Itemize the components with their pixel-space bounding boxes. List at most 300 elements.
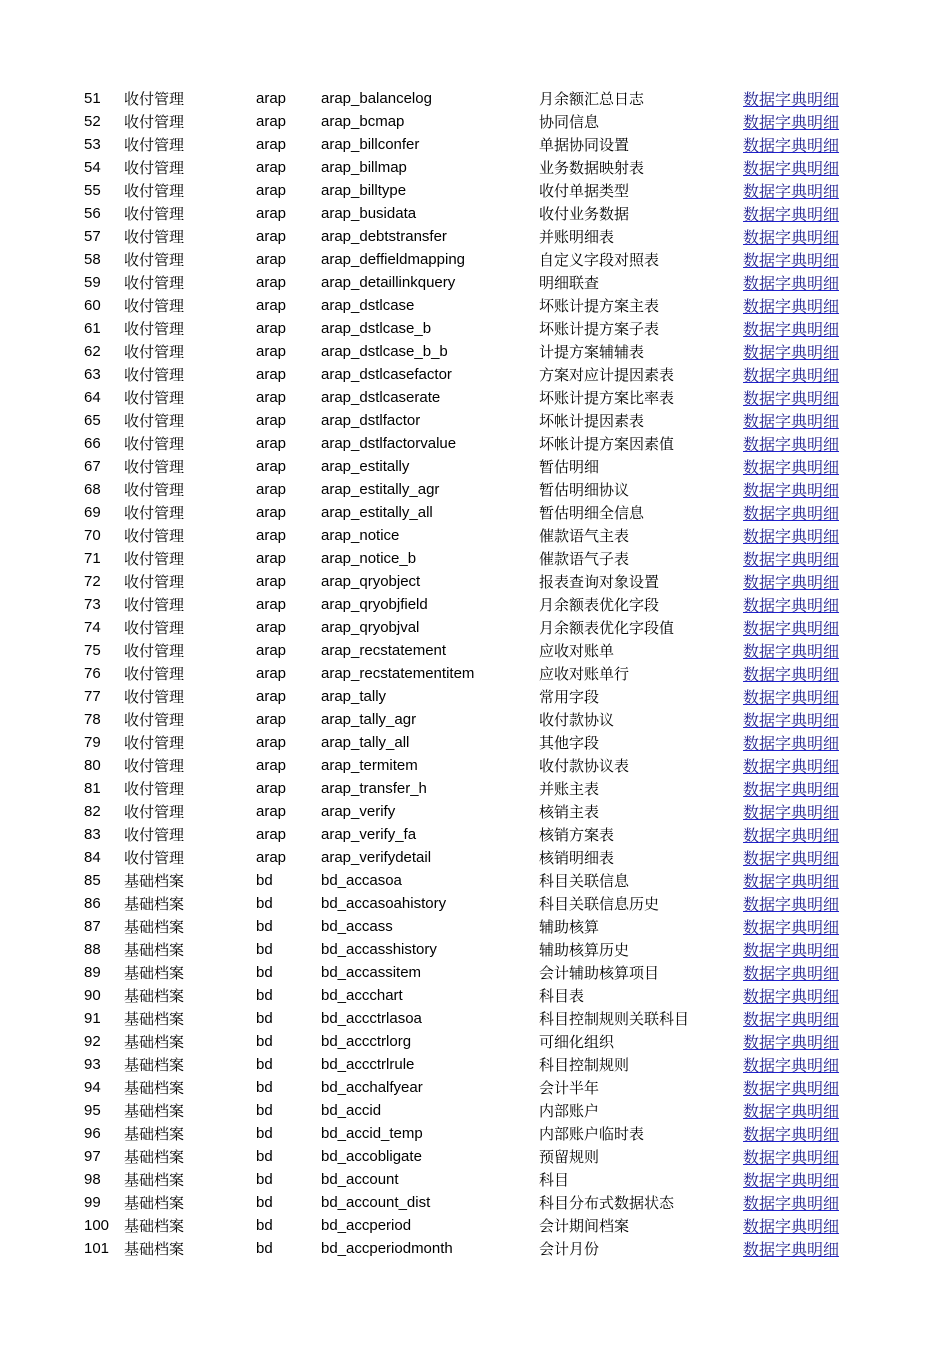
module-name: 收付管理	[124, 849, 185, 867]
detail-link-cell	[741, 524, 854, 547]
module-name: 收付管理	[124, 205, 185, 223]
row-number: 78	[84, 711, 101, 728]
table-row	[84, 1053, 854, 1076]
module-code: arap	[256, 274, 287, 291]
table-description: 催款语气子表	[539, 550, 630, 568]
table-name: arap_busidata	[321, 205, 417, 222]
table-description: 核销明细表	[539, 849, 615, 867]
row-number: 74	[84, 619, 101, 636]
data-dictionary-detail-link[interactable]: 数据字典明细	[743, 458, 840, 477]
module-name: 基础档案	[124, 1240, 185, 1258]
module-name: 收付管理	[124, 274, 185, 292]
module-name: 收付管理	[124, 435, 185, 453]
table-description: 坏帐计提因素表	[539, 412, 645, 430]
data-dictionary-detail-link[interactable]: 数据字典明细	[743, 941, 840, 960]
module-name: 基础档案	[124, 1010, 185, 1028]
row-number: 93	[84, 1056, 101, 1073]
table-description: 收付款协议表	[539, 757, 630, 775]
module-name: 收付管理	[124, 320, 185, 338]
table-row	[84, 156, 854, 179]
table-name: bd_accid_temp	[321, 1125, 423, 1142]
table-description: 坏账计提方案主表	[539, 297, 660, 315]
row-number: 75	[84, 642, 101, 659]
detail-link-cell	[741, 202, 854, 225]
data-dictionary-detail-link[interactable]: 数据字典明细	[743, 711, 840, 730]
detail-link-cell	[741, 639, 854, 662]
row-number: 77	[84, 688, 101, 705]
table-row	[84, 616, 854, 639]
table-name: arap_termitem	[321, 757, 418, 774]
detail-link-cell	[741, 708, 854, 731]
data-dictionary-detail-link[interactable]: 数据字典明细	[743, 872, 840, 891]
row-number: 81	[84, 780, 101, 797]
table-description: 月余额表优化字段	[539, 596, 660, 614]
data-dictionary-detail-link[interactable]: 数据字典明细	[743, 1033, 840, 1052]
data-dictionary-detail-link[interactable]: 数据字典明细	[743, 826, 840, 845]
table-row	[84, 1214, 854, 1237]
data-dictionary-detail-link[interactable]: 数据字典明细	[743, 1079, 840, 1098]
table-description: 月余额汇总日志	[539, 90, 645, 108]
detail-link-cell	[741, 984, 854, 1007]
row-number: 91	[84, 1010, 101, 1027]
table-description: 暂估明细全信息	[539, 504, 645, 522]
table-row	[84, 662, 854, 685]
table-row	[84, 1145, 854, 1168]
detail-link-cell	[741, 248, 854, 271]
table-row	[84, 1030, 854, 1053]
table-description: 辅助核算	[539, 918, 600, 936]
module-name: 收付管理	[124, 136, 185, 154]
table-name: bd_accassitem	[321, 964, 422, 981]
detail-link-cell	[741, 133, 854, 156]
module-code: arap	[256, 389, 287, 406]
row-number: 94	[84, 1079, 101, 1096]
detail-link-cell	[741, 1053, 854, 1076]
data-dictionary-detail-link[interactable]: 数据字典明细	[743, 113, 840, 132]
table-row	[84, 409, 854, 432]
data-dictionary-detail-link[interactable]: 数据字典明细	[743, 251, 840, 270]
data-dictionary-detail-link[interactable]: 数据字典明细	[743, 849, 840, 868]
row-number: 72	[84, 573, 101, 590]
table-name: bd_account	[321, 1171, 399, 1188]
data-dictionary-detail-link[interactable]: 数据字典明细	[743, 757, 840, 776]
module-name: 基础档案	[124, 1033, 185, 1051]
module-code: arap	[256, 366, 287, 383]
row-number: 92	[84, 1033, 101, 1050]
module-code: arap	[256, 320, 287, 337]
table-row	[84, 547, 854, 570]
data-dictionary-detail-link[interactable]: 数据字典明细	[743, 895, 840, 914]
table-row	[84, 593, 854, 616]
table-name: bd_acchalfyear	[321, 1079, 423, 1096]
data-dictionary-detail-link[interactable]: 数据字典明细	[743, 481, 840, 500]
table-row	[84, 524, 854, 547]
module-code: arap	[256, 205, 287, 222]
table-description: 应收对账单	[539, 642, 615, 660]
row-number: 86	[84, 895, 101, 912]
data-dictionary-detail-link[interactable]: 数据字典明细	[743, 573, 840, 592]
data-dictionary-detail-link[interactable]: 数据字典明细	[743, 1148, 840, 1167]
detail-link-cell	[741, 455, 854, 478]
table-row	[84, 869, 854, 892]
data-dictionary-detail-link[interactable]: 数据字典明细	[743, 366, 840, 385]
data-dictionary-detail-link[interactable]: 数据字典明细	[743, 435, 840, 454]
table-description: 并账主表	[539, 780, 600, 798]
table-description: 科目表	[539, 987, 585, 1005]
module-code: bd	[256, 1056, 273, 1073]
module-name: 收付管理	[124, 389, 185, 407]
detail-link-cell	[741, 409, 854, 432]
detail-link-cell	[741, 501, 854, 524]
data-dictionary-detail-link[interactable]: 数据字典明细	[743, 297, 840, 316]
data-dictionary-detail-link[interactable]: 数据字典明细	[743, 136, 840, 155]
module-name: 基础档案	[124, 1148, 185, 1166]
table-row	[84, 340, 854, 363]
module-code: bd	[256, 1217, 273, 1234]
detail-link-cell	[741, 823, 854, 846]
row-number: 101	[84, 1240, 110, 1257]
module-code: arap	[256, 343, 287, 360]
detail-link-cell	[741, 271, 854, 294]
table-description: 收付单据类型	[539, 182, 630, 200]
data-dictionary-detail-link[interactable]: 数据字典明细	[743, 665, 840, 684]
table-description: 明细联查	[539, 274, 600, 292]
row-number: 71	[84, 550, 101, 567]
data-dictionary-detail-link[interactable]: 数据字典明细	[743, 504, 840, 523]
table-description: 可细化组织	[539, 1033, 615, 1051]
detail-link-cell	[741, 892, 854, 915]
detail-link-cell	[741, 225, 854, 248]
detail-link-cell	[741, 570, 854, 593]
table-name: arap_dstlcase	[321, 297, 415, 314]
row-number: 97	[84, 1148, 101, 1165]
table-row	[84, 1099, 854, 1122]
detail-link-cell	[741, 156, 854, 179]
table-name: arap_estitally_agr	[321, 481, 440, 498]
module-name: 基础档案	[124, 1194, 185, 1212]
row-number: 56	[84, 205, 101, 222]
table-name: bd_accperiodmonth	[321, 1240, 453, 1257]
table-row	[84, 432, 854, 455]
data-dictionary-detail-link[interactable]: 数据字典明细	[743, 228, 840, 247]
data-dictionary-detail-link[interactable]: 数据字典明细	[743, 550, 840, 569]
module-name: 收付管理	[124, 757, 185, 775]
module-name: 基础档案	[124, 872, 185, 890]
module-name: 基础档案	[124, 1102, 185, 1120]
row-number: 59	[84, 274, 101, 291]
row-number: 98	[84, 1171, 101, 1188]
data-dictionary-detail-link[interactable]: 数据字典明细	[743, 527, 840, 546]
data-dictionary-detail-link[interactable]: 数据字典明细	[743, 619, 840, 638]
row-number: 99	[84, 1194, 101, 1211]
row-number: 82	[84, 803, 101, 820]
table-description: 应收对账单行	[539, 665, 630, 683]
module-name: 基础档案	[124, 1079, 185, 1097]
row-number: 66	[84, 435, 101, 452]
detail-link-cell	[741, 1168, 854, 1191]
module-name: 收付管理	[124, 504, 185, 522]
table-row	[84, 639, 854, 662]
data-dictionary-detail-link[interactable]: 数据字典明细	[743, 1102, 840, 1121]
table-name: arap_bcmap	[321, 113, 405, 130]
module-code: arap	[256, 113, 287, 130]
table-row	[84, 225, 854, 248]
data-dictionary-table	[84, 87, 854, 1260]
module-name: 基础档案	[124, 1171, 185, 1189]
module-name: 收付管理	[124, 550, 185, 568]
data-dictionary-detail-link[interactable]: 数据字典明细	[743, 320, 840, 339]
table-description: 会计期间档案	[539, 1217, 630, 1235]
row-number: 87	[84, 918, 101, 935]
table-description: 报表查询对象设置	[539, 573, 660, 591]
module-code: arap	[256, 711, 287, 728]
module-code: bd	[256, 1125, 273, 1142]
detail-link-cell	[741, 1237, 854, 1260]
module-code: arap	[256, 159, 287, 176]
module-code: bd	[256, 1102, 273, 1119]
module-code: arap	[256, 688, 287, 705]
table-row	[84, 846, 854, 869]
table-description: 协同信息	[539, 113, 600, 131]
module-name: 收付管理	[124, 182, 185, 200]
detail-link-cell	[741, 87, 854, 110]
table-name: arap_estitally	[321, 458, 410, 475]
module-code: arap	[256, 757, 287, 774]
table-description: 核销主表	[539, 803, 600, 821]
detail-link-cell	[741, 938, 854, 961]
module-code: arap	[256, 412, 287, 429]
module-name: 收付管理	[124, 412, 185, 430]
data-dictionary-detail-link[interactable]: 数据字典明细	[743, 1240, 840, 1259]
data-dictionary-detail-link[interactable]: 数据字典明细	[743, 1194, 840, 1213]
table-description: 科目控制规则关联科目	[539, 1010, 690, 1028]
row-number: 52	[84, 113, 101, 130]
row-number: 62	[84, 343, 101, 360]
table-row	[84, 133, 854, 156]
detail-link-cell	[741, 1007, 854, 1030]
table-name: arap_billconfer	[321, 136, 420, 153]
data-dictionary-detail-link[interactable]: 数据字典明细	[743, 159, 840, 178]
table-description: 方案对应计提因素表	[539, 366, 675, 384]
data-dictionary-detail-link[interactable]: 数据字典明细	[743, 780, 840, 799]
data-dictionary-detail-link[interactable]: 数据字典明细	[743, 596, 840, 615]
table-name: bd_accasoa	[321, 872, 402, 889]
module-name: 收付管理	[124, 826, 185, 844]
detail-link-cell	[741, 593, 854, 616]
module-name: 基础档案	[124, 1217, 185, 1235]
data-dictionary-detail-link[interactable]: 数据字典明细	[743, 803, 840, 822]
module-code: arap	[256, 90, 287, 107]
detail-link-cell	[741, 110, 854, 133]
table-row	[84, 110, 854, 133]
table-name: arap_verify_fa	[321, 826, 417, 843]
module-code: arap	[256, 780, 287, 797]
data-dictionary-detail-link[interactable]: 数据字典明细	[743, 1056, 840, 1075]
table-row	[84, 1007, 854, 1030]
data-dictionary-detail-link[interactable]: 数据字典明细	[743, 688, 840, 707]
table-description: 科目分布式数据状态	[539, 1194, 675, 1212]
table-description: 会计半年	[539, 1079, 600, 1097]
detail-link-cell	[741, 731, 854, 754]
row-number: 55	[84, 182, 101, 199]
row-number: 67	[84, 458, 101, 475]
module-code: arap	[256, 826, 287, 843]
detail-link-cell	[741, 662, 854, 685]
detail-link-cell	[741, 1099, 854, 1122]
row-number: 54	[84, 159, 101, 176]
data-dictionary-detail-link[interactable]: 数据字典明细	[743, 90, 840, 109]
table-description: 单据协同设置	[539, 136, 630, 154]
table-row	[84, 248, 854, 271]
module-code: bd	[256, 872, 273, 889]
row-number: 68	[84, 481, 101, 498]
data-dictionary-detail-link[interactable]: 数据字典明细	[743, 1217, 840, 1236]
detail-link-cell	[741, 1122, 854, 1145]
row-number: 76	[84, 665, 101, 682]
table-row	[84, 570, 854, 593]
table-name: arap_recstatementitem	[321, 665, 475, 682]
data-dictionary-detail-link[interactable]: 数据字典明细	[743, 1010, 840, 1029]
module-code: arap	[256, 734, 287, 751]
module-code: arap	[256, 182, 287, 199]
data-dictionary-detail-link[interactable]: 数据字典明细	[743, 1125, 840, 1144]
table-description: 月余额表优化字段值	[539, 619, 675, 637]
row-number: 83	[84, 826, 101, 843]
table-row	[84, 823, 854, 846]
detail-link-cell	[741, 1214, 854, 1237]
detail-link-cell	[741, 1145, 854, 1168]
table-name: bd_accctrlorg	[321, 1033, 412, 1050]
module-code: arap	[256, 228, 287, 245]
module-code: bd	[256, 964, 273, 981]
table-name: bd_accass	[321, 918, 393, 935]
table-description: 坏账计提方案子表	[539, 320, 660, 338]
detail-link-cell	[741, 915, 854, 938]
module-code: arap	[256, 619, 287, 636]
module-name: 基础档案	[124, 1056, 185, 1074]
table-name: arap_qryobject	[321, 573, 421, 590]
table-name: bd_accctrlasoa	[321, 1010, 422, 1027]
data-dictionary-detail-link[interactable]: 数据字典明细	[743, 274, 840, 293]
module-name: 基础档案	[124, 941, 185, 959]
row-number: 95	[84, 1102, 101, 1119]
detail-link-cell	[741, 1030, 854, 1053]
module-name: 收付管理	[124, 596, 185, 614]
data-dictionary-detail-link[interactable]: 数据字典明细	[743, 182, 840, 201]
table-row	[84, 1191, 854, 1214]
module-name: 基础档案	[124, 895, 185, 913]
table-name: arap_qryobjfield	[321, 596, 428, 613]
data-dictionary-detail-link[interactable]: 数据字典明细	[743, 964, 840, 983]
table-row	[84, 984, 854, 1007]
data-dictionary-detail-link[interactable]: 数据字典明细	[743, 343, 840, 362]
row-number: 73	[84, 596, 101, 613]
module-code: arap	[256, 550, 287, 567]
row-number: 51	[84, 90, 101, 107]
table-description: 暂估明细协议	[539, 481, 630, 499]
row-number: 70	[84, 527, 101, 544]
row-number: 90	[84, 987, 101, 1004]
table-name: arap_dstlfactorvalue	[321, 435, 457, 452]
data-dictionary-detail-link[interactable]: 数据字典明细	[743, 642, 840, 661]
row-number: 65	[84, 412, 101, 429]
table-description: 常用字段	[539, 688, 600, 706]
row-number: 53	[84, 136, 101, 153]
module-code: bd	[256, 987, 273, 1004]
table-row	[84, 1168, 854, 1191]
module-code: bd	[256, 1148, 273, 1165]
module-code: arap	[256, 573, 287, 590]
row-number: 58	[84, 251, 101, 268]
table-row	[84, 87, 854, 110]
module-code: arap	[256, 251, 287, 268]
data-dictionary-detail-link[interactable]: 数据字典明细	[743, 1171, 840, 1190]
table-name: arap_dstlcase_b	[321, 320, 432, 337]
table-row	[84, 892, 854, 915]
data-dictionary-detail-link[interactable]: 数据字典明细	[743, 918, 840, 937]
detail-link-cell	[741, 961, 854, 984]
row-number: 63	[84, 366, 101, 383]
table-name: arap_billmap	[321, 159, 407, 176]
table-name: arap_deffieldmapping	[321, 251, 466, 268]
table-name: arap_dstlfactor	[321, 412, 421, 429]
data-dictionary-detail-link[interactable]: 数据字典明细	[743, 205, 840, 224]
module-name: 收付管理	[124, 481, 185, 499]
row-number: 85	[84, 872, 101, 889]
table-row	[84, 386, 854, 409]
module-code: arap	[256, 803, 287, 820]
module-name: 收付管理	[124, 297, 185, 315]
module-code: arap	[256, 481, 287, 498]
table-description: 内部账户临时表	[539, 1125, 645, 1143]
module-code: arap	[256, 458, 287, 475]
table-description: 科目	[539, 1171, 570, 1189]
detail-link-cell	[741, 432, 854, 455]
data-dictionary-detail-link[interactable]: 数据字典明细	[743, 389, 840, 408]
data-dictionary-detail-link[interactable]: 数据字典明细	[743, 734, 840, 753]
module-code: bd	[256, 1171, 273, 1188]
detail-link-cell	[741, 478, 854, 501]
table-description: 会计辅助核算项目	[539, 964, 660, 982]
table-name: bd_accasoahistory	[321, 895, 447, 912]
data-dictionary-detail-link[interactable]: 数据字典明细	[743, 987, 840, 1006]
table-description: 自定义字段对照表	[539, 251, 660, 269]
module-name: 收付管理	[124, 527, 185, 545]
table-description: 科目控制规则	[539, 1056, 630, 1074]
table-name: bd_account_dist	[321, 1194, 431, 1211]
row-number: 96	[84, 1125, 101, 1142]
module-name: 收付管理	[124, 619, 185, 637]
row-number: 79	[84, 734, 101, 751]
table-description: 预留规则	[539, 1148, 600, 1166]
module-name: 收付管理	[124, 780, 185, 798]
table-row	[84, 179, 854, 202]
row-number: 64	[84, 389, 101, 406]
detail-link-cell	[741, 547, 854, 570]
table-name: arap_balancelog	[321, 90, 432, 107]
table-name: arap_detaillinkquery	[321, 274, 456, 291]
table-row	[84, 478, 854, 501]
module-code: arap	[256, 665, 287, 682]
data-dictionary-detail-link[interactable]: 数据字典明细	[743, 412, 840, 431]
table-description: 会计月份	[539, 1240, 600, 1258]
table-description: 其他字段	[539, 734, 600, 752]
table-description: 并账明细表	[539, 228, 615, 246]
table-row	[84, 455, 854, 478]
module-code: bd	[256, 1240, 273, 1257]
table-name: arap_verify	[321, 803, 396, 820]
row-number: 57	[84, 228, 101, 245]
